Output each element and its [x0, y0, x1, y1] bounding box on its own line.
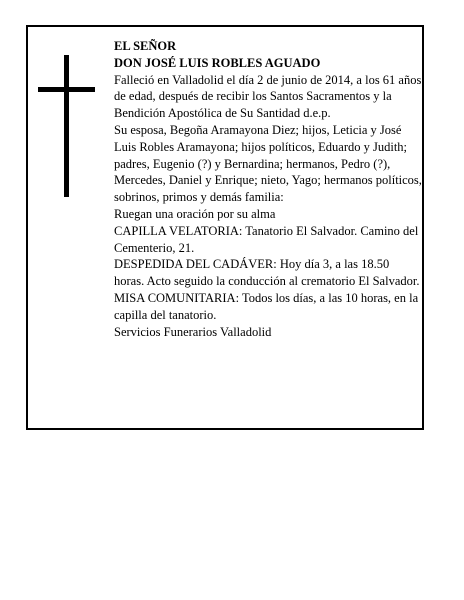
cross-vertical-bar — [64, 55, 69, 197]
funeral-services: Servicios Funerarios Valladolid — [114, 324, 272, 339]
notice-body — [114, 38, 422, 340]
deceased-name: DON JOSÉ LUIS ROBLES AGUADO — [114, 55, 321, 70]
cross-horizontal-bar — [38, 87, 95, 92]
notice-heading: EL SEÑOR — [114, 39, 177, 53]
community-mass: MISA COMUNITARIA: Todos los días, a las 10 horas, en la capilla del tanatorio. — [114, 290, 419, 322]
prayer-request: Ruegan una oración por su alma — [114, 206, 276, 221]
family-list: Su esposa, Begoña Aramayona Diez; hijos, Leticia y José Luis Robles Aramayona; hijos políticos, Eduardo y Judith; padres, Eugenio (?) y Bernardina; hermanos, Pedro (?), Mercedes, Daniel y Enrique; nieto, Yago; hermanos políticos, sobrinos, primos y demás familia: — [114, 122, 422, 205]
funeral-farewell: DESPEDIDA DEL CADÁVER: Hoy día 3, a las 18.50 horas. Acto seguido la conducción al crematorio El Salvador. — [114, 257, 420, 289]
cross-icon — [38, 55, 95, 197]
death-announcement: Falleció en Valladolid el día 2 de junio de 2014, a los 61 años de edad, después de recibir los Santos Sacramentos y la Bendición Apostólica de Su Santidad d.e.p. — [114, 72, 422, 121]
wake-location: CAPILLA VELATORIA: Tanatorio El Salvador. Camino del Cementerio, 21. — [114, 223, 419, 255]
